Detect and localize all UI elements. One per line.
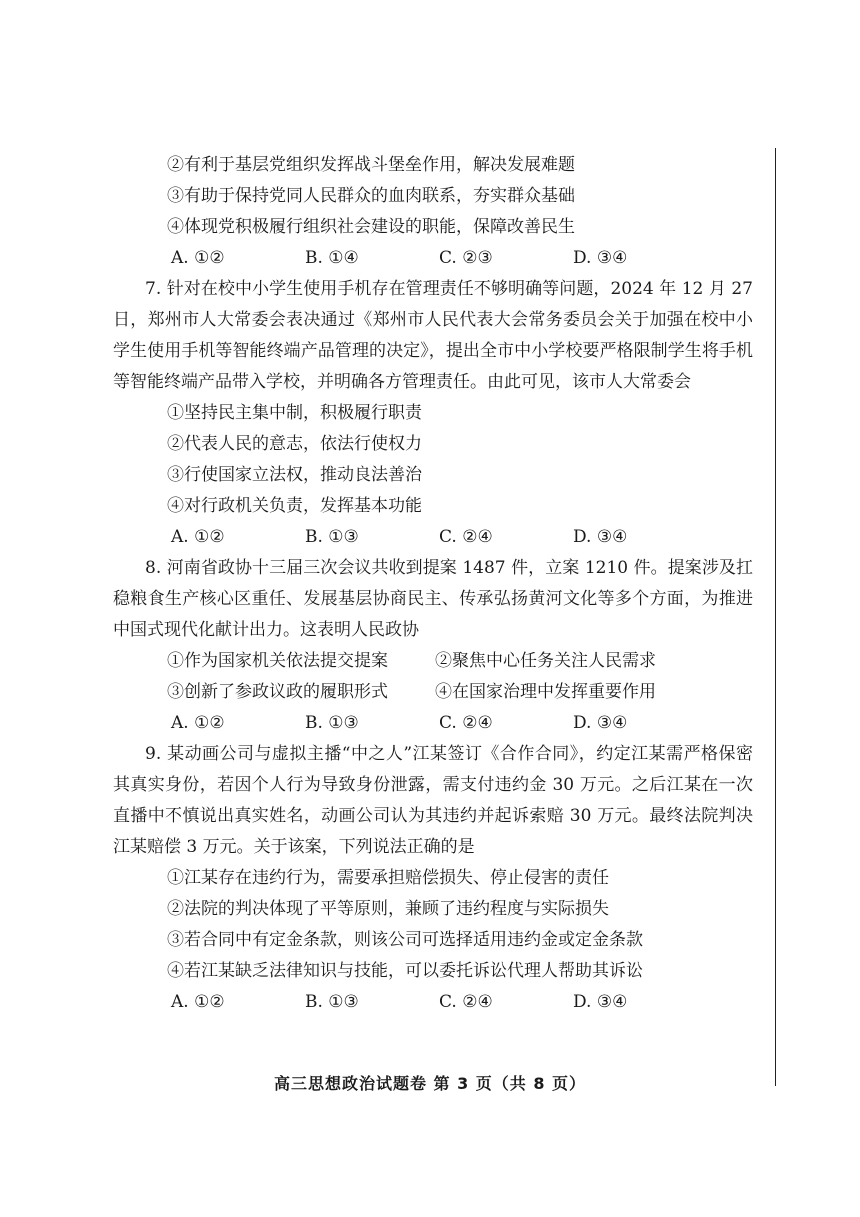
q9-choice-a: A. ①② [171, 992, 225, 1012]
page-footer: 高三思想政治试题卷 第 3 页（共 8 页） [273, 1074, 587, 1093]
q6-option-2: ②有利于基层党组织发挥战斗堡垒作用，解决发展难题 [167, 155, 575, 175]
question-7 [113, 274, 753, 553]
q8-stem: 8. 河南省政协十三届三次会议共收到提案 1487 件，立案 1210 件。提案涉及扛稳粮食生产核心区重任、发展基层协商民主、传承弘扬黄河文化等多个方面，为推进中国式现代化献计出力。这表明人民政协 [113, 558, 753, 640]
q9-choices [113, 987, 753, 1018]
q6-option-4: ④体现党积极履行组织社会建设的职能，保障改善民生 [167, 217, 575, 237]
q8-choices [113, 708, 753, 739]
q8-option-1: ①作为国家机关依法提交提案 [167, 651, 388, 671]
question-6-tail [113, 150, 753, 274]
binding-margin-rule [775, 148, 776, 1086]
q8-choice-a: A. ①② [171, 713, 225, 733]
q6-choice-d: D. ③④ [573, 248, 628, 268]
q7-option-3: ③行使国家立法权，推动良法善治 [167, 465, 422, 485]
q7-stem: 7. 针对在校中小学生使用手机存在管理责任不够明确等问题，2024 年 12 月 27 日，郑州市人大常委会表决通过《郑州市人民代表大会常务委员会关于加强在校中小学生使用手机等智能终端产品管理的决定》，提出全市中小学校要严格限制学生将手机等智能终端产品带入学校，并明确各方管理责任。由此可见，该市人大常委会 [113, 279, 753, 392]
q9-choice-d: D. ③④ [573, 992, 628, 1012]
q8-option-3: ③创新了参政议政的履职形式 [167, 682, 388, 702]
q7-choice-b: B. ①③ [305, 527, 359, 547]
q6-choice-a: A. ①② [171, 248, 225, 268]
q9-option-4: ④若江某缺乏法律知识与技能，可以委托诉讼代理人帮助其诉讼 [167, 961, 643, 981]
q8-option-2: ②聚焦中心任务关注人民需求 [435, 651, 656, 671]
question-9 [113, 739, 753, 1018]
q9-choice-c: C. ②④ [439, 992, 493, 1012]
q8-choice-b: B. ①③ [305, 713, 359, 733]
q9-option-1: ①江某存在违约行为，需要承担赔偿损失、停止侵害的责任 [167, 868, 609, 888]
q7-choice-d: D. ③④ [573, 527, 628, 547]
q8-options-row-2 [113, 677, 753, 708]
q7-option-1: ①坚持民主集中制，积极履行职责 [167, 403, 422, 423]
q6-choice-b: B. ①④ [305, 248, 359, 268]
q8-choice-d: D. ③④ [573, 713, 628, 733]
q7-option-4: ④对行政机关负责，发挥基本功能 [167, 496, 422, 516]
q7-option-2: ②代表人民的意志，依法行使权力 [167, 434, 422, 454]
q9-option-2: ②法院的判决体现了平等原则，兼顾了违约程度与实际损失 [167, 899, 609, 919]
q8-choice-c: C. ②④ [439, 713, 493, 733]
q6-option-3: ③有助于保持党同人民群众的血肉联系，夯实群众基础 [167, 186, 575, 206]
question-content [113, 150, 753, 1018]
q8-options-row-1 [113, 646, 753, 677]
q9-choice-b: B. ①③ [305, 992, 359, 1012]
q8-option-4: ④在国家治理中发挥重要作用 [435, 682, 656, 702]
q9-stem: 9. 某动画公司与虚拟主播“中之人”江某签订《合作合同》，约定江某需严格保密其真实身份，若因个人行为导致身份泄露，需支付违约金 30 万元。之后江某在一次直播中不慎说出真实姓名，动画公司认为其违约并起诉索赔 30 万元。最终法院判决江某赔偿 3 万元。关于该案，下列说法正确的是 [113, 744, 753, 857]
q6-choice-c: C. ②③ [439, 248, 493, 268]
q7-choice-a: A. ①② [171, 527, 225, 547]
question-8 [113, 553, 753, 739]
q7-choices [113, 522, 753, 553]
q7-choice-c: C. ②④ [439, 527, 493, 547]
q6-choices [113, 243, 753, 274]
q9-option-3: ③若合同中有定金条款，则该公司可选择适用违约金或定金条款 [167, 930, 643, 950]
